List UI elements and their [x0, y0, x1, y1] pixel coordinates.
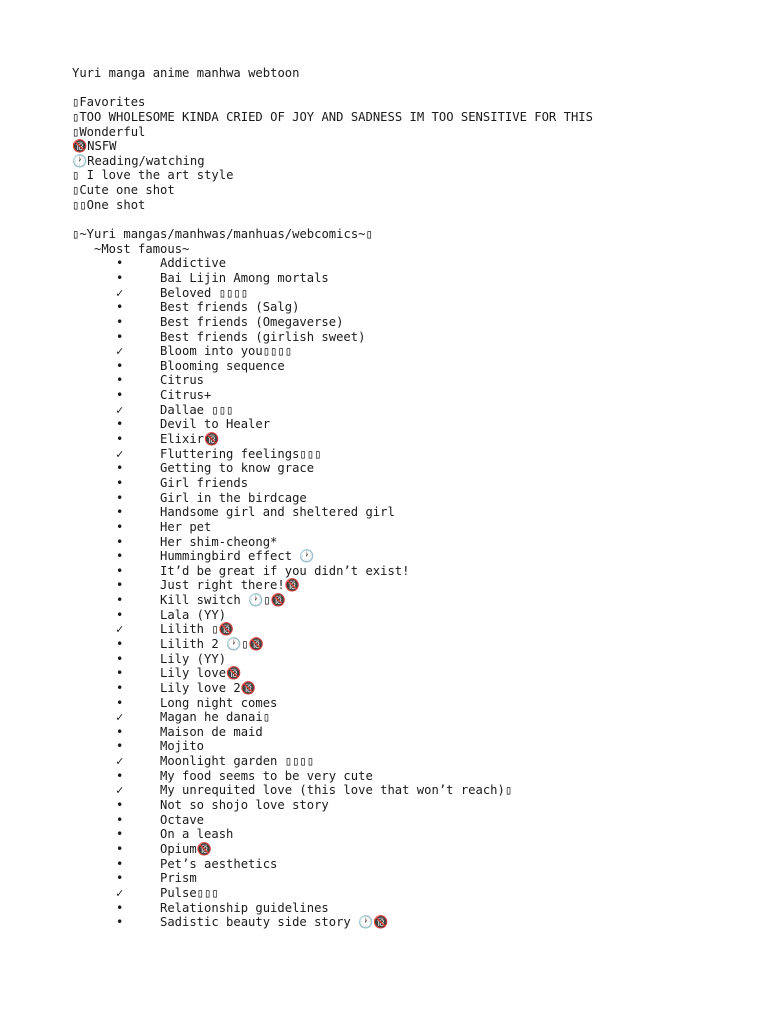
list-item: [72, 798, 732, 813]
list-item: [72, 359, 732, 374]
list-item: [72, 901, 732, 916]
list-item-text: Long night comes: [160, 695, 278, 710]
document-page: [72, 66, 732, 930]
bullet-icon: •: [116, 680, 124, 695]
spacer: [72, 81, 732, 96]
title-list: [72, 256, 732, 929]
list-item: [72, 315, 732, 330]
list-item: [72, 915, 732, 930]
list-item-text: Addictive: [160, 256, 227, 271]
list-item: [72, 330, 732, 345]
bullet-icon: •: [116, 461, 124, 476]
spacer: [72, 212, 732, 227]
list-item-text: Citrus+: [160, 388, 212, 403]
checkmark-icon: ✓: [116, 783, 124, 798]
bullet-icon: •: [116, 798, 124, 813]
document-title: Yuri manga anime manhwa webtoon: [72, 66, 300, 80]
bullet-icon: •: [116, 417, 124, 432]
list-item-text: Lily (YY): [160, 651, 227, 666]
bullet-icon: •: [116, 812, 124, 827]
checkmark-icon: ✓: [116, 754, 124, 769]
list-item-text: Elixir🔞: [160, 432, 220, 447]
list-item-text: Beloved ▯▯▯▯: [160, 285, 249, 300]
list-item-text: Sadistic beauty side story 🕐🔞: [160, 915, 389, 930]
list-item: [72, 388, 732, 403]
legend-list: [72, 95, 732, 212]
bullet-icon: •: [116, 314, 124, 329]
bullet-icon: •: [116, 534, 124, 549]
list-item: [72, 593, 732, 608]
list-item: [72, 256, 732, 271]
bullet-icon: •: [116, 695, 124, 710]
list-item-text: My unrequited love (this love that won’t reach)▯: [160, 783, 513, 798]
list-item-text: Pulse▯▯▯: [160, 885, 219, 900]
bullet-icon: •: [116, 373, 124, 388]
bullet-icon: •: [116, 578, 124, 593]
list-item-text: Maison de maid: [160, 724, 263, 739]
bullet-icon: •: [116, 856, 124, 871]
bullet-icon: •: [116, 607, 124, 622]
list-item: [72, 564, 732, 579]
list-item: [72, 578, 732, 593]
list-item: [72, 637, 732, 652]
list-item: [72, 652, 732, 667]
bullet-icon: •: [116, 593, 124, 608]
list-item-text: Handsome girl and sheltered girl: [160, 505, 395, 520]
checkmark-icon: ✓: [116, 710, 124, 725]
list-item: [72, 739, 732, 754]
list-item-text: Not so shojo love story: [160, 798, 329, 813]
bullet-icon: •: [116, 636, 124, 651]
list-item-text: Hummingbird effect 🕐: [160, 549, 315, 564]
list-item-text: Lala (YY): [160, 607, 227, 622]
list-item-text: Citrus: [160, 373, 205, 388]
list-item: [72, 491, 732, 506]
legend-too-wholesome: ▯TOO WHOLESOME KINDA CRIED OF JOY AND SADNESS IM TOO SENSITIVE FOR THIS: [72, 109, 593, 124]
list-item: [72, 622, 732, 637]
list-item-text: Her shim-cheong*: [160, 534, 278, 549]
legend-wonderful: ▯Wonderful: [72, 124, 146, 139]
list-item: [72, 432, 732, 447]
list-item-text: Girl in the birdcage: [160, 490, 307, 505]
list-item-text: Best friends (Salg): [160, 300, 300, 315]
list-item: [72, 842, 732, 857]
checkmark-icon: ✓: [116, 344, 124, 359]
list-item: [72, 271, 732, 286]
list-item: [72, 666, 732, 681]
list-item-text: Girl friends: [160, 475, 249, 490]
checkmark-icon: ✓: [116, 402, 124, 417]
list-item: [72, 403, 732, 418]
list-item-text: Magan he danai▯: [160, 710, 271, 725]
list-item-text: Getting to know grace: [160, 461, 315, 476]
list-item-text: Blooming sequence: [160, 358, 285, 373]
list-item: [72, 725, 732, 740]
list-item-text: Prism: [160, 871, 197, 886]
list-item: [72, 813, 732, 828]
list-item: [72, 886, 732, 901]
bullet-icon: •: [116, 724, 124, 739]
list-item-text: Lily love 2🔞: [160, 680, 256, 695]
list-item: [72, 476, 732, 491]
bullet-icon: •: [116, 475, 124, 490]
list-item-text: Relationship guidelines: [160, 900, 329, 915]
legend-favorites: ▯Favorites: [72, 95, 146, 110]
list-item: [72, 520, 732, 535]
list-item-text: On a leash: [160, 827, 234, 842]
legend-cute-one-shot: ▯Cute one shot: [72, 183, 175, 198]
legend-one-shot: ▯▯One shot: [72, 197, 146, 212]
bullet-icon: •: [116, 490, 124, 505]
bullet-icon: •: [116, 549, 124, 564]
list-item-text: It’d be great if you didn’t exist!: [160, 563, 410, 578]
list-item-text: Best friends (Omegaverse): [160, 314, 344, 329]
bullet-icon: •: [116, 841, 124, 856]
bullet-icon: •: [116, 651, 124, 666]
list-item: [72, 286, 732, 301]
checkmark-icon: ✓: [116, 885, 124, 900]
bullet-icon: •: [116, 358, 124, 373]
list-item: [72, 535, 732, 550]
legend-nsfw: 🔞NSFW: [72, 139, 117, 154]
bullet-icon: •: [116, 871, 124, 886]
bullet-icon: •: [116, 519, 124, 534]
list-item: [72, 783, 732, 798]
list-item-text: Bai Lijin Among mortals: [160, 270, 329, 285]
list-item-text: Lily love🔞: [160, 666, 242, 681]
checkmark-icon: ✓: [116, 622, 124, 637]
bullet-icon: •: [116, 256, 124, 271]
sub-heading: ~Most famous~: [94, 241, 190, 256]
list-item: [72, 300, 732, 315]
bullet-icon: •: [116, 505, 124, 520]
bullet-icon: •: [116, 739, 124, 754]
list-item-text: Opium🔞: [160, 841, 212, 856]
section-heading: ▯~Yuri mangas/manhwas/manhuas/webcomics~▯: [72, 227, 373, 242]
checkmark-icon: ✓: [116, 285, 124, 300]
list-item-text: Just right there!🔞: [160, 578, 300, 593]
bullet-icon: •: [116, 827, 124, 842]
list-item: [72, 549, 732, 564]
list-item-text: Devil to Healer: [160, 417, 271, 432]
list-item-text: My food seems to be very cute: [160, 768, 373, 783]
list-item: [72, 681, 732, 696]
bullet-icon: •: [116, 329, 124, 344]
list-item: [72, 827, 732, 842]
list-item-text: Bloom into you▯▯▯▯: [160, 344, 293, 359]
list-item: [72, 461, 732, 476]
bullet-icon: •: [116, 915, 124, 930]
bullet-icon: •: [116, 768, 124, 783]
list-item-text: Kill switch 🕐▯🔞: [160, 593, 286, 608]
list-item-text: Octave: [160, 812, 205, 827]
list-item: [72, 857, 732, 872]
bullet-icon: •: [116, 432, 124, 447]
list-item: [72, 710, 732, 725]
list-item: [72, 871, 732, 886]
list-item: [72, 344, 732, 359]
list-item-text: Mojito: [160, 739, 205, 754]
list-item-text: Her pet: [160, 519, 212, 534]
bullet-icon: •: [116, 563, 124, 578]
checkmark-icon: ✓: [116, 446, 124, 461]
legend-art-style: ▯ I love the art style: [72, 168, 234, 183]
list-item: [72, 505, 732, 520]
bullet-icon: •: [116, 300, 124, 315]
list-item: [72, 769, 732, 784]
list-item-text: Lilith 2 🕐▯🔞: [160, 636, 264, 651]
bullet-icon: •: [116, 900, 124, 915]
list-item-text: Fluttering feelings▯▯▯: [160, 446, 322, 461]
bullet-icon: •: [116, 666, 124, 681]
list-item-text: Moonlight garden ▯▯▯▯: [160, 754, 315, 769]
bullet-icon: •: [116, 270, 124, 285]
legend-reading: 🕐Reading/watching: [72, 153, 205, 168]
list-item-text: Lilith ▯🔞: [160, 622, 234, 637]
list-item-text: Dallae ▯▯▯: [160, 402, 234, 417]
list-item-text: Best friends (girlish sweet): [160, 329, 366, 344]
list-item-text: Pet’s aesthetics: [160, 856, 278, 871]
list-item: [72, 447, 732, 462]
list-item: [72, 696, 732, 711]
bullet-icon: •: [116, 388, 124, 403]
list-item: [72, 754, 732, 769]
list-item: [72, 373, 732, 388]
list-item: [72, 417, 732, 432]
list-item: [72, 608, 732, 623]
